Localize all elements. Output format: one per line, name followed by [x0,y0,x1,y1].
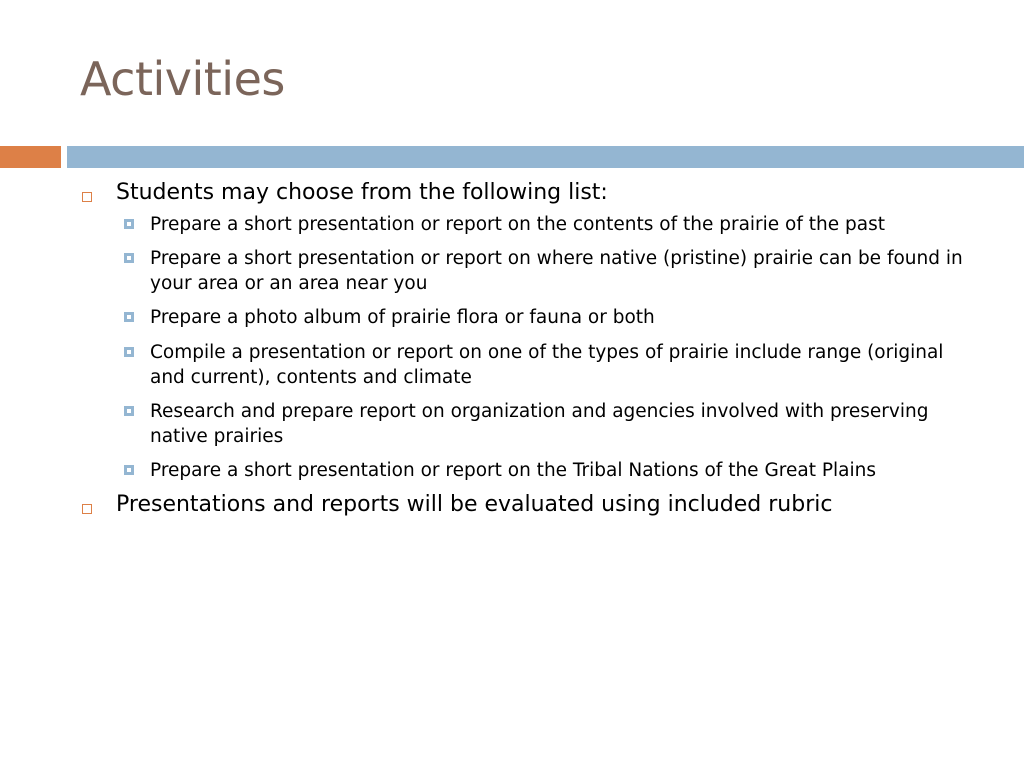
hollow-square-bullet-icon [82,192,92,202]
title-accent-bar-blue [67,146,1024,168]
sub-bullet-text: Prepare a short presentation or report on the contents of the prairie of the past [150,213,885,235]
hollow-square-bullet-icon [82,504,92,514]
sub-bullet-list [80,212,980,483]
title-accent-bar-orange [0,146,61,168]
slide-title: Activities [80,52,285,106]
square-bullet-icon [124,312,134,322]
slide-content [80,180,980,524]
bullet-text: Presentations and reports will be evaluated using included rubric [116,492,833,518]
sub-bullet-text: Prepare a short presentation or report on the Tribal Nations of the Great Plains [150,460,876,482]
sub-bullet-text: Prepare a short presentation or report on where native (pristine) prairie can be found in your area or an area near you [150,248,963,295]
sub-bullet-item [80,305,980,330]
square-bullet-icon [124,406,134,416]
square-bullet-icon [124,219,134,229]
sub-bullet-text: Prepare a photo album of prairie flora or fauna or both [150,307,655,329]
sub-bullet-item [80,399,980,449]
sub-bullet-text: Research and prepare report on organization and agencies involved with preserving native prairies [150,400,929,448]
sub-bullet-item [80,212,980,237]
square-bullet-icon [124,465,134,475]
bullet-text: Students may choose from the following list: [116,180,608,205]
sub-bullet-text: Compile a presentation or report on one of the types of prairie include range (original and current), contents and climate [150,341,944,388]
square-bullet-icon [124,253,134,263]
sub-bullet-item [80,458,980,483]
sub-bullet-item [80,340,980,390]
square-bullet-icon [124,347,134,357]
bullet-item [80,180,980,206]
sub-bullet-item [80,246,980,296]
bullet-item [80,492,980,518]
